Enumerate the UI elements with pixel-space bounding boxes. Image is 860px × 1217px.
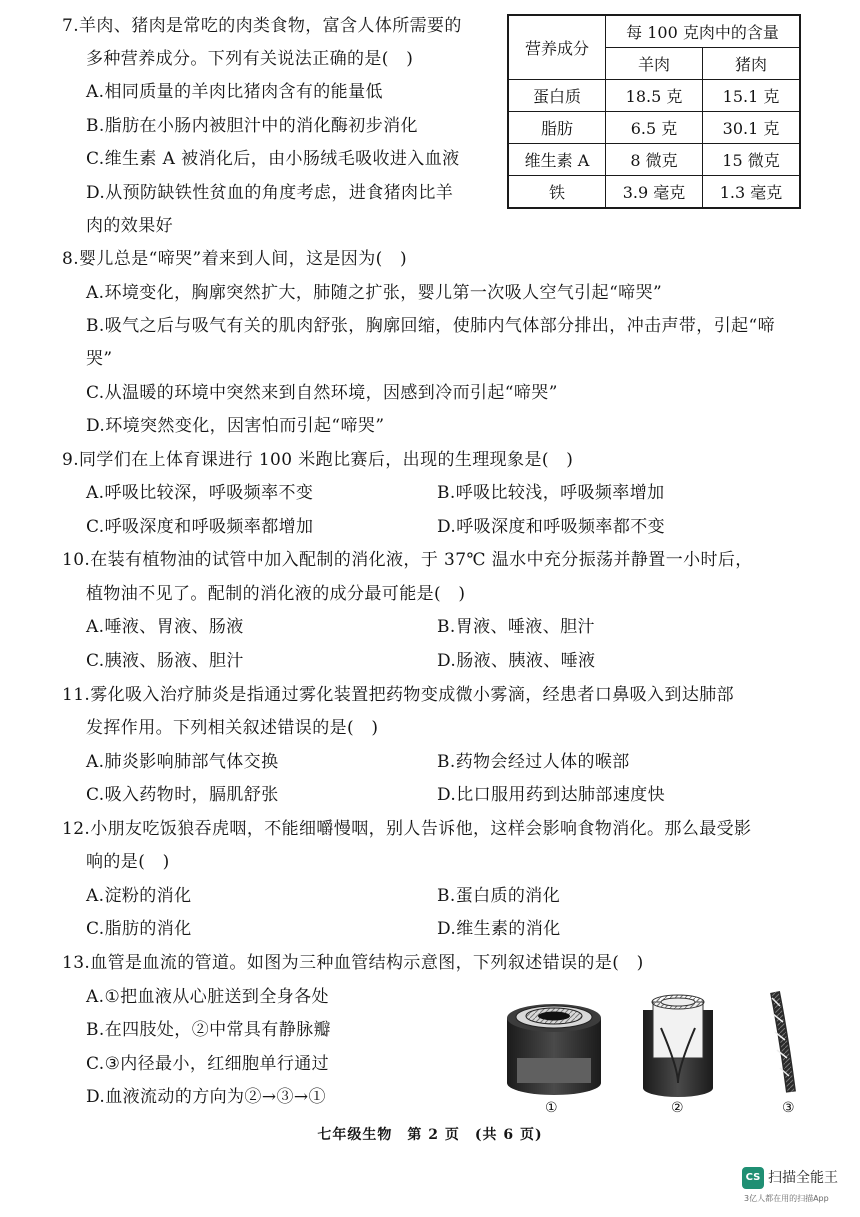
camscanner-tagline: 3亿人都在用的扫描App <box>744 1194 829 1203</box>
q9-stem: 9.同学们在上体育课进行 100 米跑比赛后，出现的生理现象是( ) <box>62 450 574 470</box>
table-cell: 18.5 克 <box>606 80 703 112</box>
q9-option-c: C.呼吸深度和呼吸频率都增加 <box>86 517 314 537</box>
q11-option-a: A.肺炎影响肺部气体交换 <box>86 752 279 772</box>
table-cell: 6.5 克 <box>606 112 703 144</box>
q12-stem-line2: 响的是( ) <box>86 852 170 872</box>
q8-stem: 8.婴儿总是“啼哭”着来到人间，这是因为( ) <box>62 249 408 269</box>
figure-label-1: ① <box>545 1100 558 1116</box>
artery-shape <box>507 1004 601 1095</box>
table-row <box>508 112 800 144</box>
table-header-mutton: 羊肉 <box>606 48 703 80</box>
q7-stem-line1: 7.羊肉、猪肉是常吃的肉类食物，富含人体所需要的 <box>62 16 462 36</box>
q12-stem-line1: 12.小朋友吃饭狼吞虎咽，不能细嚼慢咽，别人告诉他，这样会影响食物消化。那么最受影 <box>62 819 752 839</box>
q13-stem: 13.血管是血流的管道。如图为三种血管结构示意图，下列叙述错误的是( ) <box>62 953 644 973</box>
figure-label-3: ③ <box>782 1100 795 1116</box>
table-cell: 15 微克 <box>703 144 801 176</box>
table-cell: 3.9 毫克 <box>606 176 703 209</box>
table-cell: 蛋白质 <box>508 80 606 112</box>
q7-option-a: A.相同质量的羊肉比猪肉含有的能量低 <box>86 82 383 102</box>
table-header-nutrient: 营养成分 <box>508 15 606 80</box>
q12-option-a: A.淀粉的消化 <box>86 886 192 906</box>
q10-option-b: B.胃液、唾液、胆汁 <box>437 617 595 637</box>
q8-option-a: A.环境变化，胸廓突然扩大，肺随之扩张，婴儿第一次吸人空气引起“啼哭” <box>86 283 663 303</box>
nutrition-table <box>507 14 801 209</box>
figure-label-2: ② <box>671 1100 684 1116</box>
q8-option-b-cont: 哭” <box>86 349 113 369</box>
q11-stem-line1: 11.雾化吸入治疗肺炎是指通过雾化装置把药物变成微小雾滴，经患者口鼻吸入到达肺部 <box>62 685 735 705</box>
q10-option-d: D.肠液、胰液、唾液 <box>437 651 596 671</box>
q8-option-d: D.环境突然变化，因害怕而引起“啼哭” <box>86 416 385 436</box>
q13-option-a: A.①把血液从心脏送到全身各处 <box>86 987 329 1007</box>
q9-option-a: A.呼吸比较深，呼吸频率不变 <box>86 483 314 503</box>
q11-stem-line2: 发挥作用。下列相关叙述错误的是( ) <box>86 718 379 738</box>
q12-option-c: C.脂肪的消化 <box>86 919 192 939</box>
vein-shape <box>643 995 713 1097</box>
capillary-shape <box>772 992 791 1092</box>
table-row <box>508 176 800 209</box>
q11-option-b: B.药物会经过人体的喉部 <box>437 752 630 772</box>
q12-option-b: B.蛋白质的消化 <box>437 886 561 906</box>
table-cell: 维生素 A <box>508 144 606 176</box>
table-cell: 15.1 克 <box>703 80 801 112</box>
q7-stem-line2: 多种营养成分。下列有关说法正确的是( ) <box>86 49 414 69</box>
q7-option-d: D.从预防缺铁性贫血的角度考虑，进食猪肉比羊 <box>86 183 454 203</box>
table-cell: 铁 <box>508 176 606 209</box>
q8-option-c: C.从温暖的环境中突然来到自然环境，因感到冷而引起“啼哭” <box>86 383 558 403</box>
table-header-content: 每 100 克肉中的含量 <box>606 15 801 48</box>
blood-vessel-illustration <box>505 988 815 1098</box>
q9-option-b: B.呼吸比较浅，呼吸频率增加 <box>437 483 665 503</box>
q10-stem-line1: 10.在装有植物油的试管中加入配制的消化液，于 37℃ 温水中充分振荡并静置一小时后， <box>62 550 753 570</box>
table-header-pork: 猪肉 <box>703 48 801 80</box>
q11-option-c: C.吸入药物时，膈肌舒张 <box>86 785 279 805</box>
q13-option-d: D.血液流动的方向为②→③→① <box>86 1087 326 1107</box>
q10-option-c: C.胰液、肠液、胆汁 <box>86 651 244 671</box>
table-row <box>508 80 800 112</box>
q12-option-d: D.维生素的消化 <box>437 919 561 939</box>
q7-option-c: C.维生素 A 被消化后，由小肠绒毛吸收进入血液 <box>86 149 460 169</box>
blood-vessel-figure <box>505 988 815 1120</box>
q13-option-b: B.在四肢处，②中常具有静脉瓣 <box>86 1020 331 1040</box>
table-cell: 脂肪 <box>508 112 606 144</box>
q10-stem-line2: 植物油不见了。配制的消化液的成分最可能是( ) <box>86 584 466 604</box>
q8-option-b: B.吸气之后与吸气有关的肌肉舒张，胸廓回缩，使肺内气体部分排出，冲击声带，引起“啼 <box>86 316 775 336</box>
page-footer: 七年级生物 第 2 页 (共 6 页) <box>317 1127 543 1143</box>
table-row <box>508 144 800 176</box>
q9-option-d: D.呼吸深度和呼吸频率都不变 <box>437 517 666 537</box>
q10-option-a: A.唾液、胃液、肠液 <box>86 617 244 637</box>
table-cell: 8 微克 <box>606 144 703 176</box>
table-cell: 30.1 克 <box>703 112 801 144</box>
camscanner-name: 扫描全能王 <box>768 1170 838 1186</box>
q7-option-b: B.脂肪在小肠内被胆汁中的消化酶初步消化 <box>86 116 418 136</box>
table-cell: 1.3 毫克 <box>703 176 801 209</box>
q11-option-d: D.比口服用药到达肺部速度快 <box>437 785 666 805</box>
q7-option-d-cont: 肉的效果好 <box>86 216 173 236</box>
camscanner-logo-icon: CS <box>742 1167 764 1189</box>
q13-option-c: C.③内径最小，红细胞单行通过 <box>86 1054 330 1074</box>
